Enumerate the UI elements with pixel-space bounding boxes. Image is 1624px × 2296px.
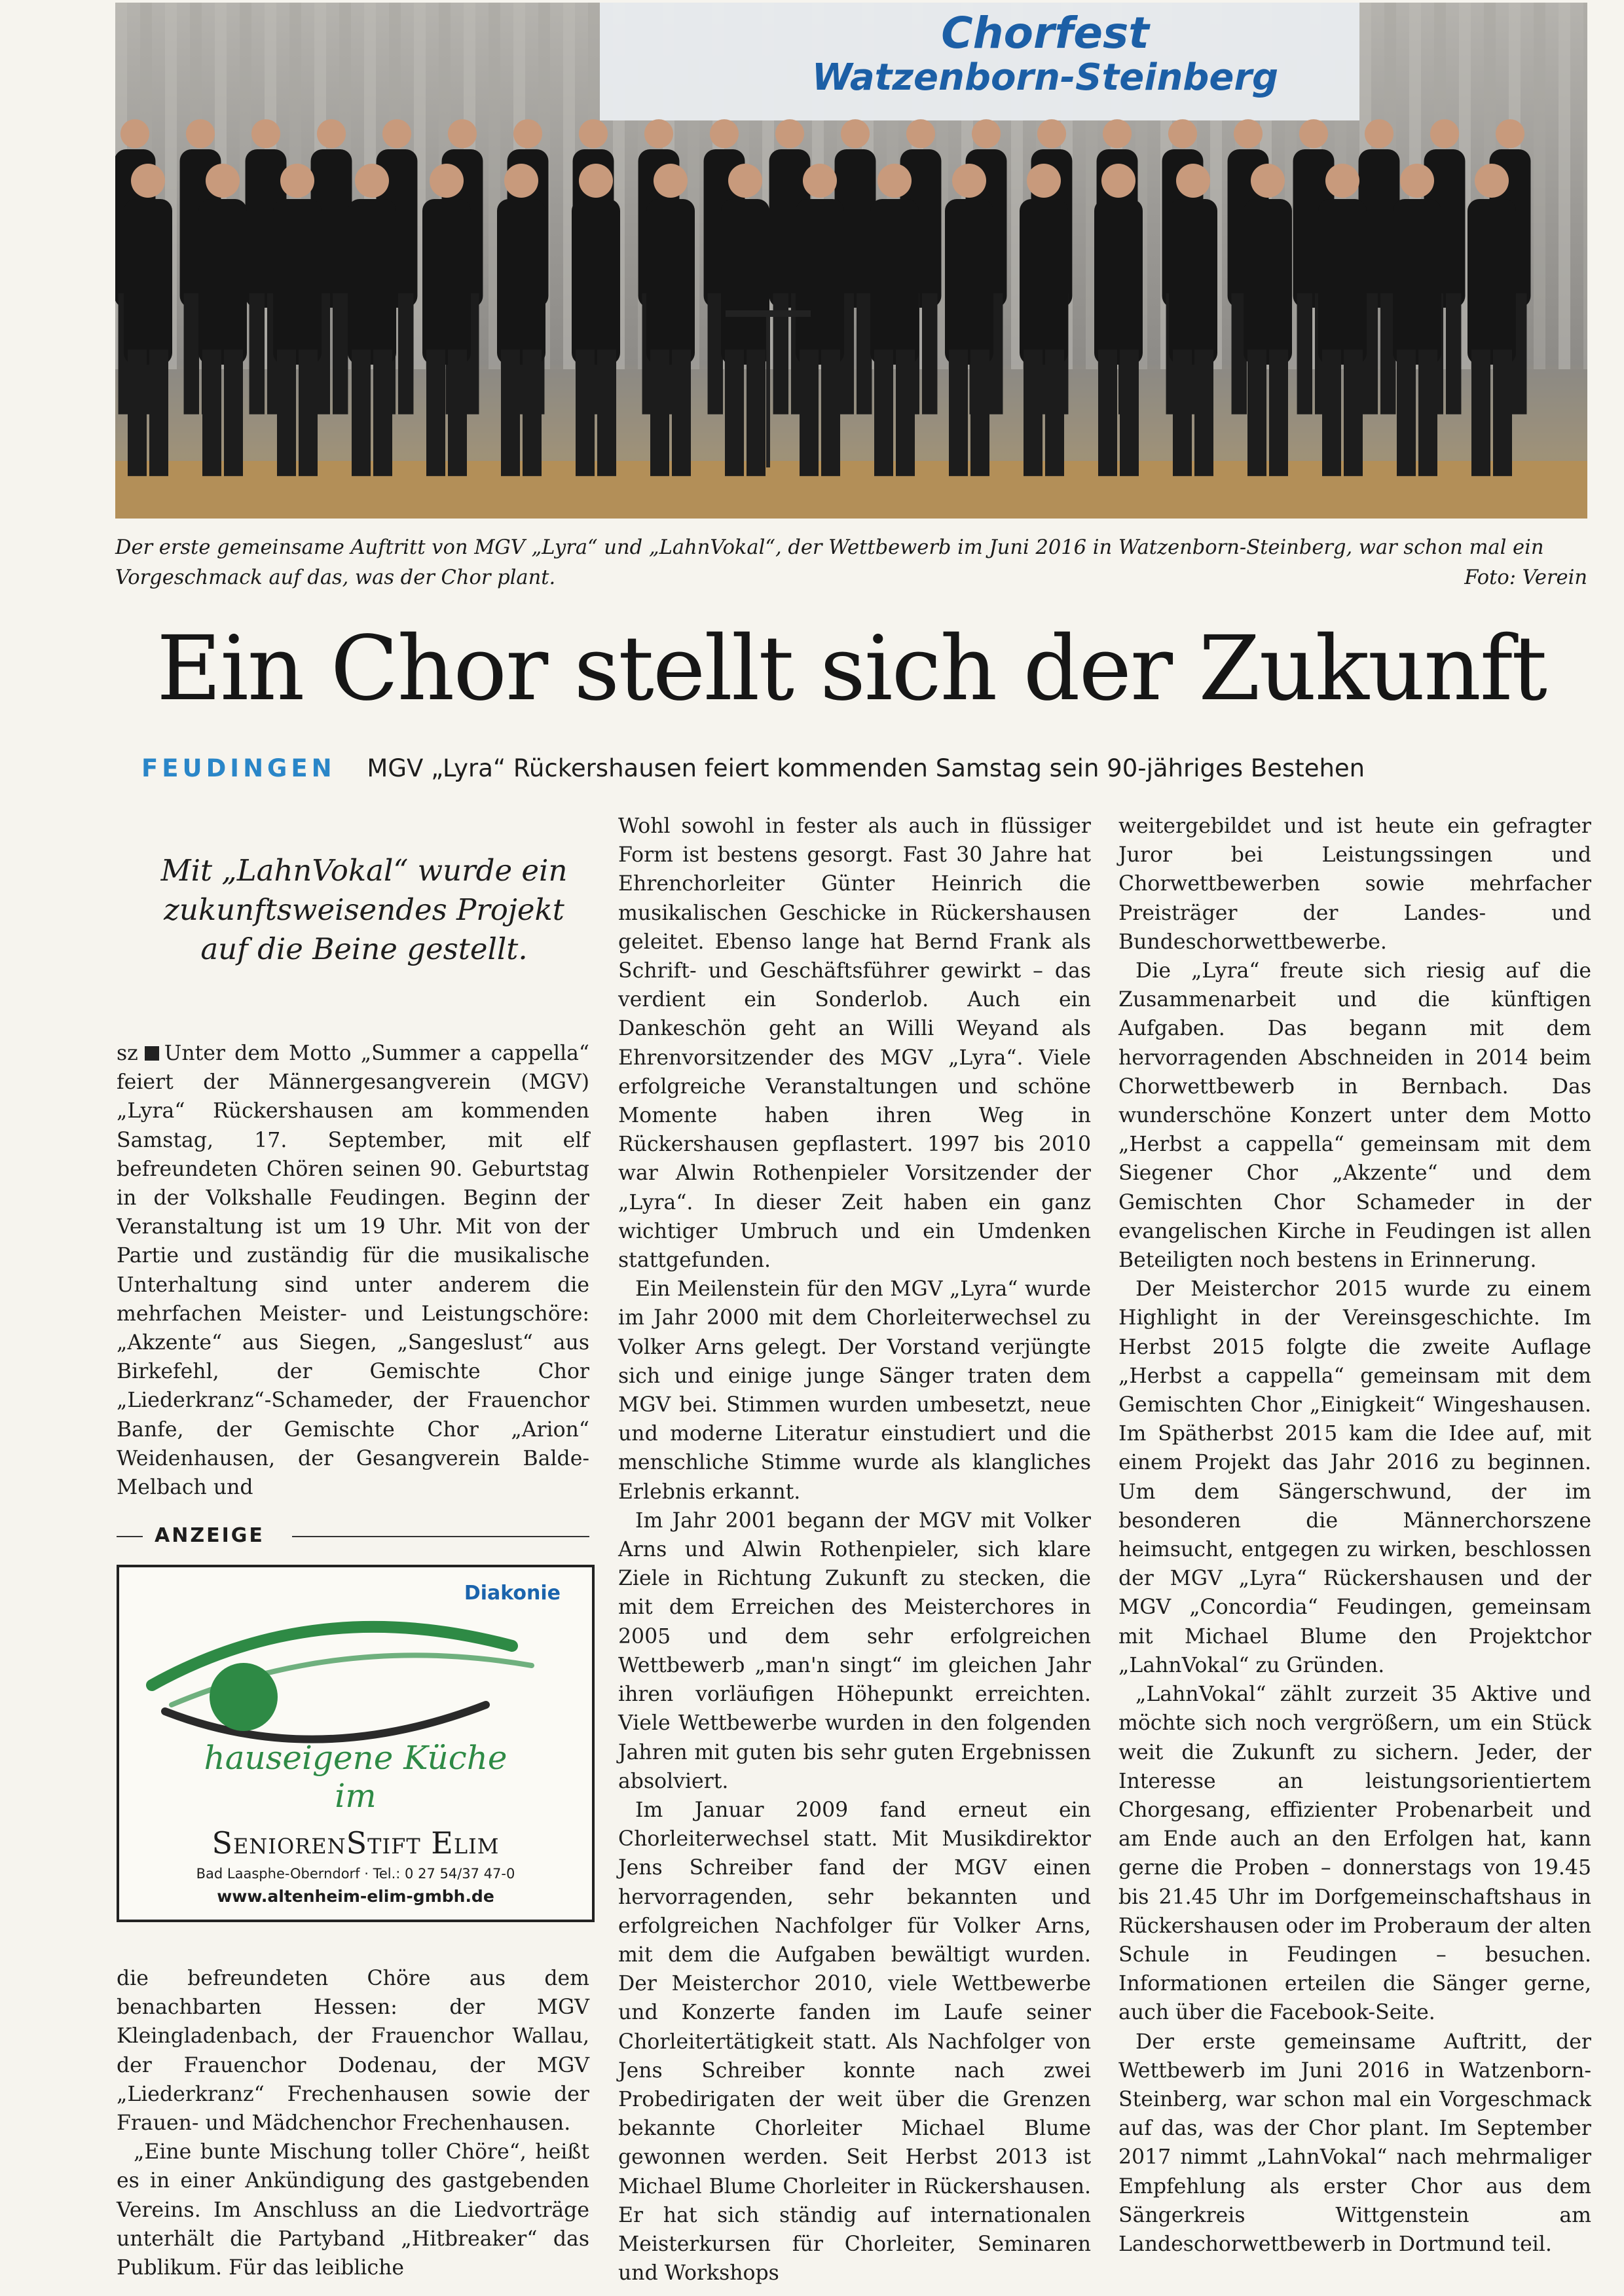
singer-head bbox=[1251, 164, 1285, 198]
column-1-top bbox=[117, 1039, 589, 1502]
singer-head bbox=[382, 119, 411, 148]
singer-leg bbox=[1120, 350, 1139, 476]
photo-caption bbox=[115, 533, 1587, 593]
stage-floor bbox=[115, 461, 1587, 519]
singer-leg bbox=[398, 293, 413, 414]
singer-head bbox=[877, 164, 912, 198]
singer-head bbox=[906, 119, 935, 148]
singer-leg bbox=[333, 293, 348, 414]
singer-leg bbox=[650, 350, 669, 476]
singer-body bbox=[1318, 199, 1367, 365]
paragraph: Die „Lyra“ freute sich riesig auf die Zusammenarbeit und die künftigen Aufgaben. Das begann mit dem hervorragenden Abschneiden in 2014 beim Chorwettbewerb in Bernbach. Das wunderschöne Konzert unter dem Motto „Herbst a cappella“ gemeinsam mit dem Siegener Chor „Akzente“ und dem Gemischten Chor Schameder in der evangelischen Kirche in Feudingen ist allen Beteiligten noch bestens in Erinnerung. bbox=[1118, 959, 1591, 1273]
singer-leg bbox=[922, 293, 937, 414]
singer-head bbox=[504, 164, 538, 198]
singer-head bbox=[1325, 164, 1359, 198]
singer-body bbox=[348, 199, 396, 365]
eye-logo-icon bbox=[145, 1607, 578, 1744]
singer-leg bbox=[725, 350, 744, 476]
ad-slogan-line-2: im bbox=[335, 1777, 377, 1815]
subheadline bbox=[141, 750, 1595, 787]
singer-head bbox=[1103, 119, 1132, 148]
singer-leg bbox=[373, 350, 392, 476]
author-square-icon bbox=[145, 1046, 159, 1061]
singer-head bbox=[251, 119, 280, 148]
singer-body bbox=[796, 199, 844, 365]
singer-body bbox=[497, 199, 545, 365]
ad-label-text: ANZEIGE bbox=[155, 1524, 265, 1547]
paragraph: Im Januar 2009 fand erneut ein Chorleiterwechsel statt. Mit Musikdirektor Jens Schreiber fand der MGV einen hervorragenden, sehr bekannten und erfolgreichen Nachfolger für Volker Arns, mit dem die Aufgaben bewältigt wurden. Der Meisterchor 2010, viele Wettbewerbe und Konzerte fanden im Laufe seiner Chorleitertätigkeit statt. Als Nachfolger von Jens Schreiber konnte nach zwei Probedirigaten der weit über die Grenzen bekannte Chorleiter Michael Blume gewonnen werden. Seit Herbst 2013 ist Michael Blume Chorleiter in Rückershausen. Er hat sich ständig auf internationalen Meisterkursen für Chorleiter, Seminaren und Workshops bbox=[618, 1798, 1091, 2286]
banner-line-1: Chorfest bbox=[941, 8, 1149, 58]
singer-leg bbox=[949, 350, 968, 476]
subheadline-text: MGV „Lyra“ Rückershausen feiert kommenden Samstag sein 90-jähriges Bestehen bbox=[367, 754, 1365, 782]
singer-leg bbox=[1344, 350, 1363, 476]
banner-line-2: Watzenborn-Steinberg bbox=[811, 56, 1279, 99]
column-3 bbox=[1118, 812, 1591, 2259]
singer-leg bbox=[1045, 350, 1064, 476]
singer-leg bbox=[970, 350, 989, 476]
lead-text: Unter dem Motto „Summer a cappella“ feiert der Männergesangverein (MGV) „Lyra“ Rückershausen am kommenden Samstag, 17. September, mit elf befreundeten Chören seinen 90. Geburtstag in der Volkshalle Feudingen. Beginn der Veranstaltung ist um 19 Uhr. Mit von der Partie und zuständig für die musikalische Unterhaltung sind unter anderem die mehrfachen Meister- und Leistungschöre: „Akzente“ aus Siegen, „Sangeslust“ aus Birkefehl, der Gemischte Chor „Liederkranz“-Schameder, der Frauenchor Banfe, der Gemischte Chor „Arion“ Weidenhausen, der Gesangverein Balde-Melbach und bbox=[117, 1042, 589, 1500]
column-1-bottom bbox=[117, 1964, 589, 2282]
singer-leg bbox=[1173, 350, 1192, 476]
singer-leg bbox=[1297, 293, 1312, 414]
singer-body bbox=[1393, 199, 1441, 365]
caption-text: Der erste gemeinsame Auftritt von MGV „Lyra“ und „LahnVokal“, der Wettbewerb im Juni 2016 in Watzenborn-Steinberg, war schon mal ein Vorgeschmack auf das, was der Chor plant. bbox=[115, 536, 1544, 589]
singer-leg bbox=[523, 350, 542, 476]
ad-url-link[interactable]: www.altenheim-elim-gmbh.de bbox=[217, 1887, 494, 1906]
singer-leg bbox=[1446, 293, 1461, 414]
singer-leg bbox=[1493, 350, 1512, 476]
eye-iris bbox=[210, 1663, 278, 1731]
singer-body bbox=[273, 199, 322, 365]
singer-head bbox=[1365, 119, 1393, 148]
singer-leg bbox=[249, 293, 265, 414]
singer-leg bbox=[857, 293, 872, 414]
singer-leg bbox=[1098, 350, 1117, 476]
singer-leg bbox=[501, 350, 520, 476]
paragraph: weitergebildet und ist heute ein gefragter Juror bei Leistungssingen und Chorwettbewerben sowie mehrfacher Preisträger der Landes- und Bundeschorwettbewerbe. bbox=[1118, 814, 1591, 954]
curtain-stripe bbox=[1559, 3, 1570, 369]
singer-head bbox=[972, 119, 1001, 148]
paragraph: „LahnVokal“ zählt zurzeit 35 Aktive und möchte sich noch vergrößern, um ein Stück weit die Zukunft zu sichern. Jeder, der Interesse an leistungsorientiertem Chorgesang, effizienter Probenarbeit und am Ende auch an den Erfolgen hat, kann gerne die Proben – donnerstags von 19.45 bis 21.45 Uhr im Dorfgemeinschaftshaus in Rückershausen oder im Proberaum der alten Schule in Feudingen – besuchen. Informationen erteilen die Sänger gerne, auch über die Facebook-Seite. bbox=[1118, 1683, 1591, 2025]
choir-photo bbox=[115, 3, 1587, 519]
paragraph: Ein Meilenstein für den MGV „Lyra“ wurde im Jahr 2000 mit dem Chorleiterwechsel zu Volker Arns gelegt. Der Vorstand verjüngte sich und einige junge Sänger traten dem MGV bei. Stimmen wurden umbesetzt, neue und moderne Literatur einstudiert und die menschliche Stimme wurde als klangliches Erlebnis erkannt. bbox=[618, 1277, 1091, 1504]
singer-head bbox=[513, 119, 542, 148]
advertisement[interactable] bbox=[117, 1565, 595, 1922]
singer-leg bbox=[277, 350, 296, 476]
lead-paragraph bbox=[117, 1039, 589, 1502]
singer-leg bbox=[576, 350, 595, 476]
singer-body bbox=[124, 199, 172, 365]
singer-head bbox=[1475, 164, 1509, 198]
music-stand-pole bbox=[766, 317, 770, 467]
singer-leg bbox=[672, 350, 691, 476]
photo-banner bbox=[770, 9, 1320, 98]
singer-leg bbox=[352, 350, 371, 476]
singer-head bbox=[1496, 119, 1524, 148]
photo-credit: Foto: Verein bbox=[1464, 566, 1587, 589]
singer-head bbox=[1101, 164, 1135, 198]
singer-leg bbox=[202, 350, 221, 476]
paragraph: Wohl sowohl in fester als auch in flüssiger Form ist bestens gesorgt. Fast 30 Jahre hat Ehrenchorleiter Günter Heinrich die musikalischen Geschicke in Rückershausen geleitet. Ebenso lange hat Bernd Frank als Schrift- und Geschäftsführer gewirkt – das verdient ein Sonderlob. Auch ein Dankeschön geht an Willi Weyand als Ehrenvorsitzender des MGV „Lyra“. Viele erfolgreiche Veranstaltungen und schöne Momente haben ihren Weg in Rückershausen gepflastert. 1997 bis 2010 war Alwin Rothenpieler Vorsitzender der „Lyra“. In dieser Zeit haben ein ganz wichtiger Umbruch und ein Umdenken stattgefunden. bbox=[618, 814, 1091, 1273]
pull-quote: Mit „LahnVokal“ wurde ein zukunftsweisendes Projekt auf die Beine gestellt. bbox=[160, 853, 568, 966]
ad-slogan-line-1: hauseigene Küche bbox=[204, 1739, 507, 1777]
singer-head bbox=[644, 119, 673, 148]
singer-leg bbox=[149, 350, 168, 476]
singer-leg bbox=[747, 350, 766, 476]
singer-head bbox=[1430, 119, 1459, 148]
singer-head bbox=[206, 164, 240, 198]
singer-leg bbox=[184, 293, 199, 414]
singer-leg bbox=[1322, 350, 1341, 476]
singer-leg bbox=[299, 350, 318, 476]
diakonie-logo: Diakonie bbox=[464, 1582, 561, 1605]
singer-head bbox=[186, 119, 215, 148]
singer-head bbox=[430, 164, 464, 198]
headline: Ein Chor stellt sich der Zukunft bbox=[157, 617, 1546, 721]
singer-body bbox=[1467, 199, 1516, 365]
singer-head bbox=[579, 164, 613, 198]
paragraph: „Eine bunte Mischung toller Chöre“, heißt es in einer Ankündigung des gastgebenden Vereins. Im Anschluss an die Liedvorträge unterhält die Partyband „Hitbreaker“ das Publikum. Für das leibliche bbox=[117, 2140, 589, 2280]
singer-body bbox=[198, 199, 247, 365]
singer-leg bbox=[597, 350, 616, 476]
singer-head bbox=[317, 119, 346, 148]
singer-head bbox=[952, 164, 986, 198]
singer-leg bbox=[1269, 350, 1288, 476]
singer-body bbox=[1169, 199, 1217, 365]
singer-leg bbox=[708, 293, 723, 414]
column-2 bbox=[618, 812, 1091, 2287]
singer-body bbox=[1244, 199, 1292, 365]
singer-head bbox=[131, 164, 165, 198]
singer-leg bbox=[1194, 350, 1213, 476]
singer-head bbox=[579, 119, 608, 148]
ad-label-rule-right bbox=[292, 1536, 589, 1537]
singer-leg bbox=[800, 350, 819, 476]
singer-head bbox=[1168, 119, 1197, 148]
paragraph: die befreundeten Chöre aus dem benachbarten Hessen: der MGV Kleingladenbach, der Frauenchor Wallau, der Frauenchor Dodenau, der MGV „Liederkranz“ Frechenhausen sowie der Frauen- und Mädchenchor Frechenhausen. bbox=[117, 1967, 589, 2136]
singer-head bbox=[710, 119, 739, 148]
singer-head bbox=[355, 164, 389, 198]
singer-body bbox=[572, 199, 620, 365]
singer-head bbox=[1027, 164, 1061, 198]
singer-head bbox=[280, 164, 314, 198]
singer-leg bbox=[448, 350, 467, 476]
singer-body bbox=[646, 199, 695, 365]
singer-body bbox=[870, 199, 919, 365]
dateline: FEUDINGEN bbox=[141, 754, 336, 782]
singer-leg bbox=[426, 350, 445, 476]
singer-leg bbox=[896, 350, 915, 476]
singer-leg bbox=[874, 350, 893, 476]
paragraph: Der Meisterchor 2015 wurde zu einem Highlight in der Vereinsgeschichte. Im Herbst 2015 folgte die zweite Auflage „Herbst a cappella“ gemeinsam mit dem Gemischten Chor „Einigkeit“ Wingeshausen. Im Spätherbst 2015 kam die Idee auf, mit einem Projekt das Jahr 2016 zu beginnen. Um dem Sängerschwund, der im besonderen die Männerchorszene heimsucht, entgegen zu wirken, beschlossen der MGV „Lyra“ Rückershausen und der MGV „Concordia“ Feudingen, gemeinsam mit Michael Blume den Projektchor „LahnVokal“ zu Gründen. bbox=[1118, 1277, 1591, 1677]
singer-head bbox=[1037, 119, 1066, 148]
curtain-stripe bbox=[1534, 3, 1545, 369]
singer-head bbox=[1234, 119, 1263, 148]
singer-head bbox=[1299, 119, 1328, 148]
curtain-stripe bbox=[1583, 3, 1587, 369]
singer-head bbox=[448, 119, 477, 148]
paragraph: Der erste gemeinsame Auftritt, der Wettbewerb im Juni 2016 in Watzenborn-Steinberg, war schon mal ein Vorgeschmack auf das, was der Chor plant. Im September 2017 nimmt „LahnVokal“ nach mehrmaliger Empfehlung als erster Chor aus dem Sängerkreis Wittgenstein am Landeschorwettbewerb in Dortmund teil. bbox=[1118, 2030, 1591, 2256]
singer-head bbox=[803, 164, 837, 198]
author-tag: sz bbox=[117, 1042, 138, 1065]
ad-address: Bad Laasphe-Oberndorf · Tel.: 0 27 54/37 47-0 bbox=[196, 1866, 515, 1882]
singer-body bbox=[1094, 199, 1143, 365]
music-stand-top bbox=[726, 310, 811, 317]
singer-body bbox=[422, 199, 471, 365]
singer-leg bbox=[821, 350, 840, 476]
singer-head bbox=[1176, 164, 1210, 198]
singer-leg bbox=[1418, 350, 1437, 476]
ad-company-name: SeniorenStift Elim bbox=[212, 1825, 500, 1861]
singer-head bbox=[654, 164, 688, 198]
ad-label-rule-left bbox=[117, 1536, 143, 1537]
singer-leg bbox=[128, 350, 147, 476]
singer-head bbox=[728, 164, 762, 198]
singer-leg bbox=[1247, 350, 1266, 476]
singer-head bbox=[841, 119, 870, 148]
singer-body bbox=[945, 199, 993, 365]
singer-leg bbox=[1471, 350, 1490, 476]
singer-body bbox=[1020, 199, 1068, 365]
paragraph: Im Jahr 2001 begann der MGV mit Volker Arns und Alwin Rothenpieler, sich klare Ziele in Richtung Zukunft zu stecken, die mit dem Erreichen des Meisterchores in 2005 und dem sehr erfolgreichen Wettbewerb „man'n singt“ im gleichen Jahr ihren vorläufigen Höhepunkt erreichten. Viele Wettbewerbe wurden in den folgenden Jahren mit guten bis sehr guten Ergebnissen absolviert. bbox=[618, 1508, 1091, 1793]
singer-leg bbox=[1024, 350, 1043, 476]
singer-body bbox=[721, 199, 769, 365]
singer-head bbox=[775, 119, 804, 148]
singer-leg bbox=[1397, 350, 1416, 476]
singer-leg bbox=[224, 350, 243, 476]
singer-head bbox=[120, 119, 149, 148]
singer-head bbox=[1400, 164, 1434, 198]
